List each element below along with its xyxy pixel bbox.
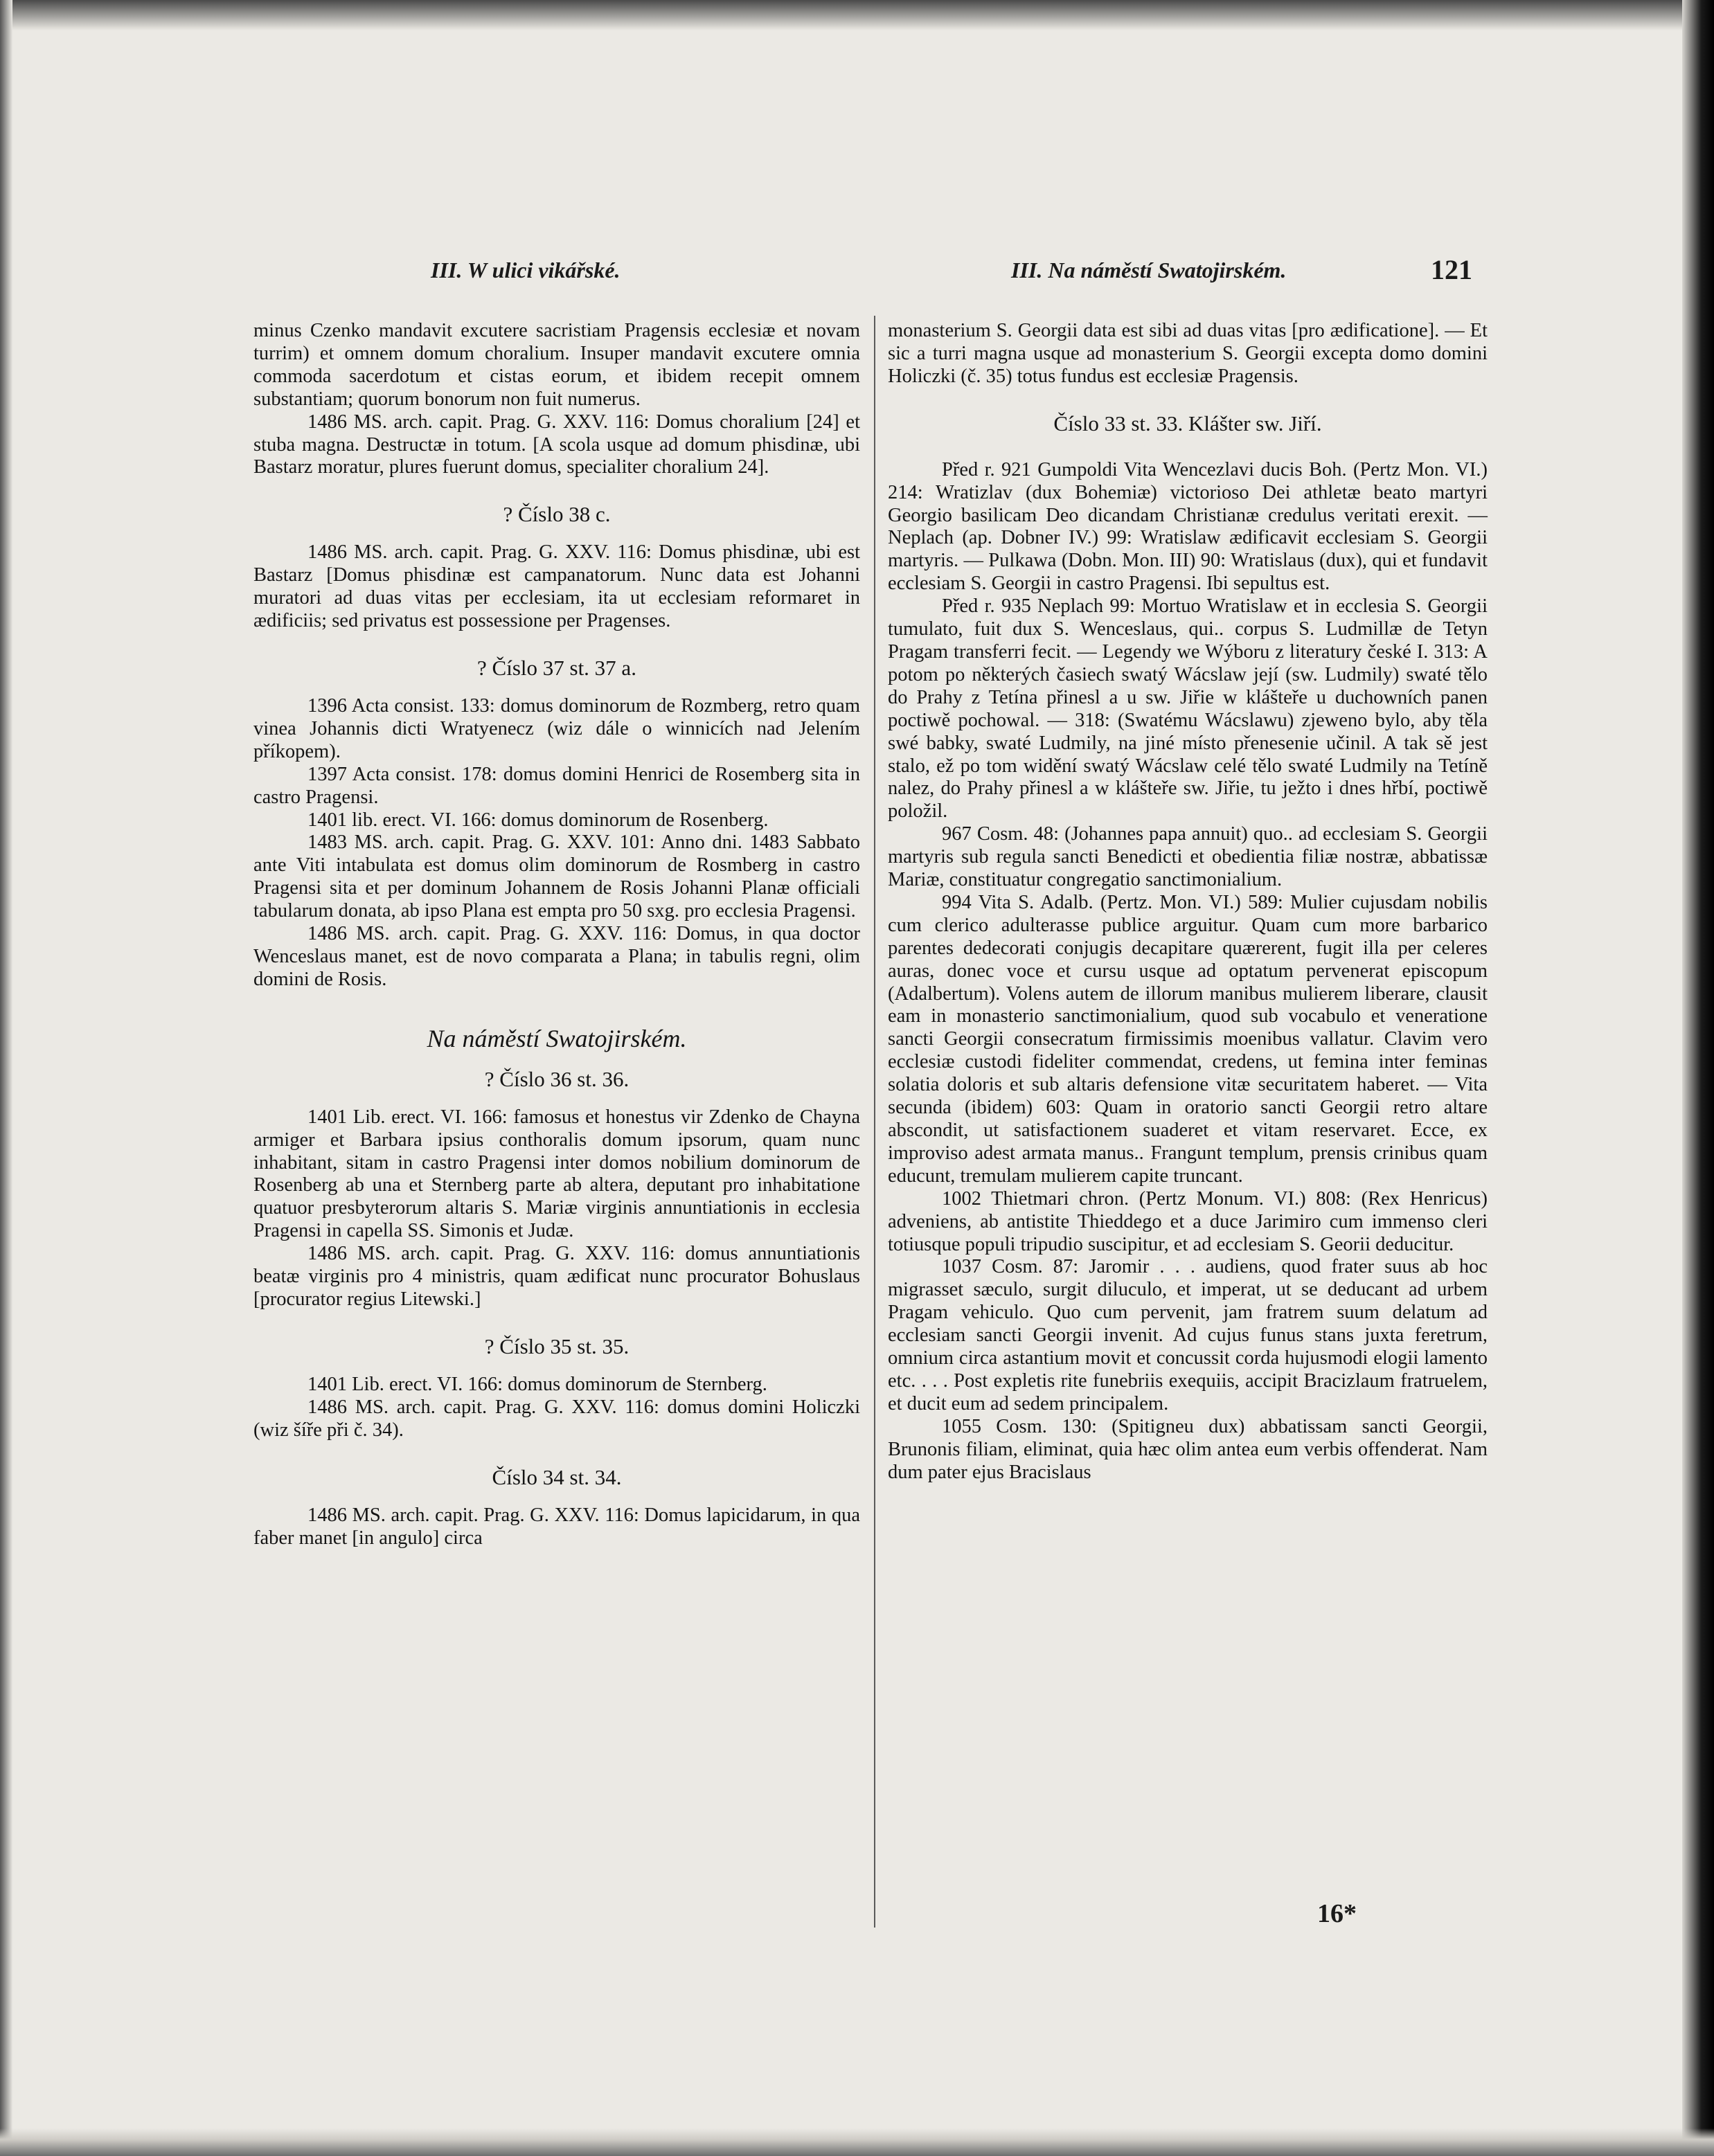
paragraph: 1486 MS. arch. capit. Prag. G. XXV. 116: Domus choralium [24] et stuba magna. Destructæ in totum. [A scola usque ad domum phisdinæ, ubi Bastarz moratur, plures fuerunt domus, specialiter choralium 24]. (253, 411, 860, 478)
entry-heading: ? Číslo 37 st. 37 a. (477, 655, 636, 680)
paragraph: 1401 Lib. erect. VI. 166: famosus et honestus vir Zdenko de Chayna armiger et Barbara ipsius conthoralis domum ipsorum, quam nunc inhabitant, sitam in castro Pragensi inter domos nobilium dominorum de Rosenberg ab una et Sternberg parte ab altera, deputant pro inhabitatione quatuor presbyterorum altaris S. Mariæ virginis annuntiationis in ecclesia Pragensi in capella SS. Simonis et Judæ. (253, 1106, 860, 1242)
paragraph: monasterium S. Georgii data est sibi ad duas vitas [pro ædificatione]. — Et sic a turri magna usque ad monasterium S. Georgii excepta domo domini Holiczki (č. 35) totus fundus est ecclesiæ Pragensis. (888, 320, 1488, 387)
right-column (888, 320, 1488, 1484)
running-header-left: III. W ulici vikářské. (431, 258, 621, 282)
page-number: 121 (1431, 254, 1472, 285)
signature-mark: 16* (1317, 1899, 1357, 1928)
left-column (253, 320, 860, 1549)
scan-edge-right (1682, 0, 1714, 2156)
paragraph: 1486 MS. arch. capit. Prag. G. XXV. 116: domus domini Holiczki (wiz šíře při č. 34). (253, 1396, 860, 1441)
paragraph: 1002 Thietmari chron. (Pertz Monum. VI.) 808: (Rex Henricus) adveniens, ab antistite Thieddego et a duce Jarimiro cum immenso cleri totiusque populi tripudio suscipitur, et ad ecclesiam S. Georii deducitur. (888, 1187, 1488, 1255)
entry-heading: ? Číslo 35 st. 35. (484, 1333, 630, 1358)
paragraph: 1396 Acta consist. 133: domus dominorum de Rozmberg, retro quam vinea Johannis dicti Wratyenecz (wiz dále o winnicích nad Jelením příkopem). (253, 694, 860, 762)
entry-heading: ? Číslo 38 c. (503, 502, 611, 527)
paragraph: Před r. 921 Gumpoldi Vita Wencezlavi ducis Boh. (Pertz Mon. VI.) 214: Wratizlav (dux Bohemiæ) victorioso Dei athletæ beato martyri Georgio basilicam Deo dicandam Christianæ credulus veritati erexit. — Neplach (ap. Dobner IV.) 99: Wratislaw ædificavit ecclesiam S. Georgii martyris. — Pulkawa (Dobn. Mon. III) 90: Wratislaus (dux), qui et fundavit ecclesiam S. Georgii in castro Pragensi. Ibi sepultus est. (888, 458, 1488, 595)
paragraph: 1401 Lib. erect. VI. 166: domus dominorum de Sternberg. (307, 1373, 767, 1395)
entry-heading: Číslo 33 st. 33. Klášter sw. Jiří. (1053, 411, 1322, 435)
paragraph: 1037 Cosm. 87: Jaromir . . . audiens, quod frater suus ab hoc migrasset sæculo, surgit diluculo, et imperat, ut se deducant ad urbem Pragam vehiculo. Quo cum pervenit, jam fratrem suum delatum ad ecclesiam sancti Georgii invenit. Ad cujus funus stans juxta feretrum, omnium circa astantium movit et concussit corda hujusmodi elogii lamento etc. . . . Post expletis rite funebriis exequiis, accipit Bracizlaum fratruelem, et ducit eum ad sedem principalem. (888, 1256, 1488, 1414)
paragraph: 1055 Cosm. 130: (Spitigneu dux) abbatissam sancti Georgii, Brunonis filiam, eliminat, quia hæc olim antea eum verbis offenderat. Nam dum pater ejus Bracislaus (888, 1415, 1488, 1483)
paragraph: 967 Cosm. 48: (Johannes papa annuit) quo.. ad ecclesiam S. Georgii martyris sub regula sancti Benedicti et obedientia filiæ nostræ, abbatissæ Mariæ, constituatur congregatio sanctimonialium. (888, 823, 1488, 891)
paragraph: 994 Vita S. Adalb. (Pertz. Mon. VI.) 589: Mulier cujusdam nobilis cum clerico adulterasse publice arguitur. Quam cum more barbarico parentes dedecorati conjugis decapitare quærerent, fugit illa per celeres auras, donec voce et cursu usque ad optatum pervenerat episcopum (Adalbertum). Volens autem de illorum manibus mulierem liberare, clausit eam in monasterio sanctimonialium, quod sub vocabulo et veneratione sancti Georgii consecratum firmissimis moenibus vallatur. Clavim vero ecclesiæ custodi fideliter commendat, credens, ut femina inter feminas solatia doloris et sub altaris defensione vitæ securitatem haberet. — Vita secunda (ibidem) 603: Quam in oratorio sancti Georgii retro altare abscondit, ut satisfactionem suaderet et vitam reservaret. Ecce, ex improviso adest armata manus.. Frangunt templum, prensis crinibus quam educunt, tremulam mulierem capite truncant. (888, 891, 1488, 1187)
paragraph: 1486 MS. arch. capit. Prag. G. XXV. 116: Domus, in qua doctor Wenceslaus manet, est de novo comparata a Plana; in tabulis regni, olim domini de Rosis. (253, 923, 860, 990)
paragraph: 1401 lib. erect. VI. 166: domus dominorum de Rosenberg. (307, 809, 769, 831)
paragraph: 1486 MS. arch. capit. Prag. G. XXV. 116: Domus lapicidarum, in qua faber manet [in angulo] circa (253, 1504, 860, 1549)
entry-heading: ? Číslo 36 st. 36. (484, 1066, 630, 1091)
entry-heading: Číslo 34 st. 34. (492, 1464, 622, 1489)
paragraph: 1486 MS. arch. capit. Prag. G. XXV. 116: domus annuntiationis beatæ virginis pro 4 ministris, quam ædificat nunc procurator Bohuslaus [procurator regius Litewski.] (253, 1243, 860, 1310)
paragraph: 1397 Acta consist. 178: domus domini Henrici de Rosemberg sita in castro Pragensi. (253, 763, 860, 808)
running-header-right: III. Na náměstí Swatojirském. (1011, 258, 1287, 282)
scan-edge-left (0, 0, 12, 2156)
paragraph: 1483 MS. arch. capit. Prag. G. XXV. 101: Anno dni. 1483 Sabbato ante Viti intabulata est domus olim dominorum de Rosmberg in castro Pragensi sita et per dominum Johannem de Rosis Johanni Planæ officiali tabularum donata, ab ipso Plana est empta pro 50 sxg. pro ecclesia Pragensi. (253, 832, 860, 922)
column-divider (874, 316, 875, 1928)
paragraph: Před r. 935 Neplach 99: Mortuo Wratislaw et in ecclesia S. Georgii tumulato, fuit dux S. Wenceslaus, qui.. corpus S. Ludmillæ de Tetyn Pragam transferri fecit. — Legendy we Wýboru z literatury české I. 313: A potom po některých časiech swatý Wácslaw její (sw. Ludmily) swaté tělo do Prahy z Tetína přinesl a u sw. Jiřie w klášteře u duchowních panen poctiwě pochowal. — 318: (Swatému Wácslawu) zjeweno bylo, aby těla swé babky, swaté Ludmily, na jiné místo přenesenie učinil. A tak sě jest stalo, ež po tom widění swatý Wácslaw celé tělo swaté Ludmily na Tetíně nalez, do Prahy přinesl a w klášteře sw. Jiřie, tu ježto i dnes hřbí, poctiwě položil. (888, 595, 1488, 823)
paragraph: 1486 MS. arch. capit. Prag. G. XXV. 116: Domus phisdinæ, ubi est Bastarz [Domus phisdinæ est campanatorum. Nunc data est Johanni muratori ad duas vitas per ecclesiam, ita ut ecclesiam reformaret in ædificiis; sed privatus est possessione per Pragenses. (253, 541, 860, 632)
section-title: Na náměstí Swatojirském. (427, 1024, 687, 1052)
paragraph: minus Czenko mandavit excutere sacristiam Pragensis ecclesiæ et novam turrim) et omnem domum choralium. Insuper mandavit excutere omnia commoda sacerdotum et cistas eorum, et ibidem recepit omnem substantiam; quorum bonorum non fuit numerus. (253, 320, 860, 410)
